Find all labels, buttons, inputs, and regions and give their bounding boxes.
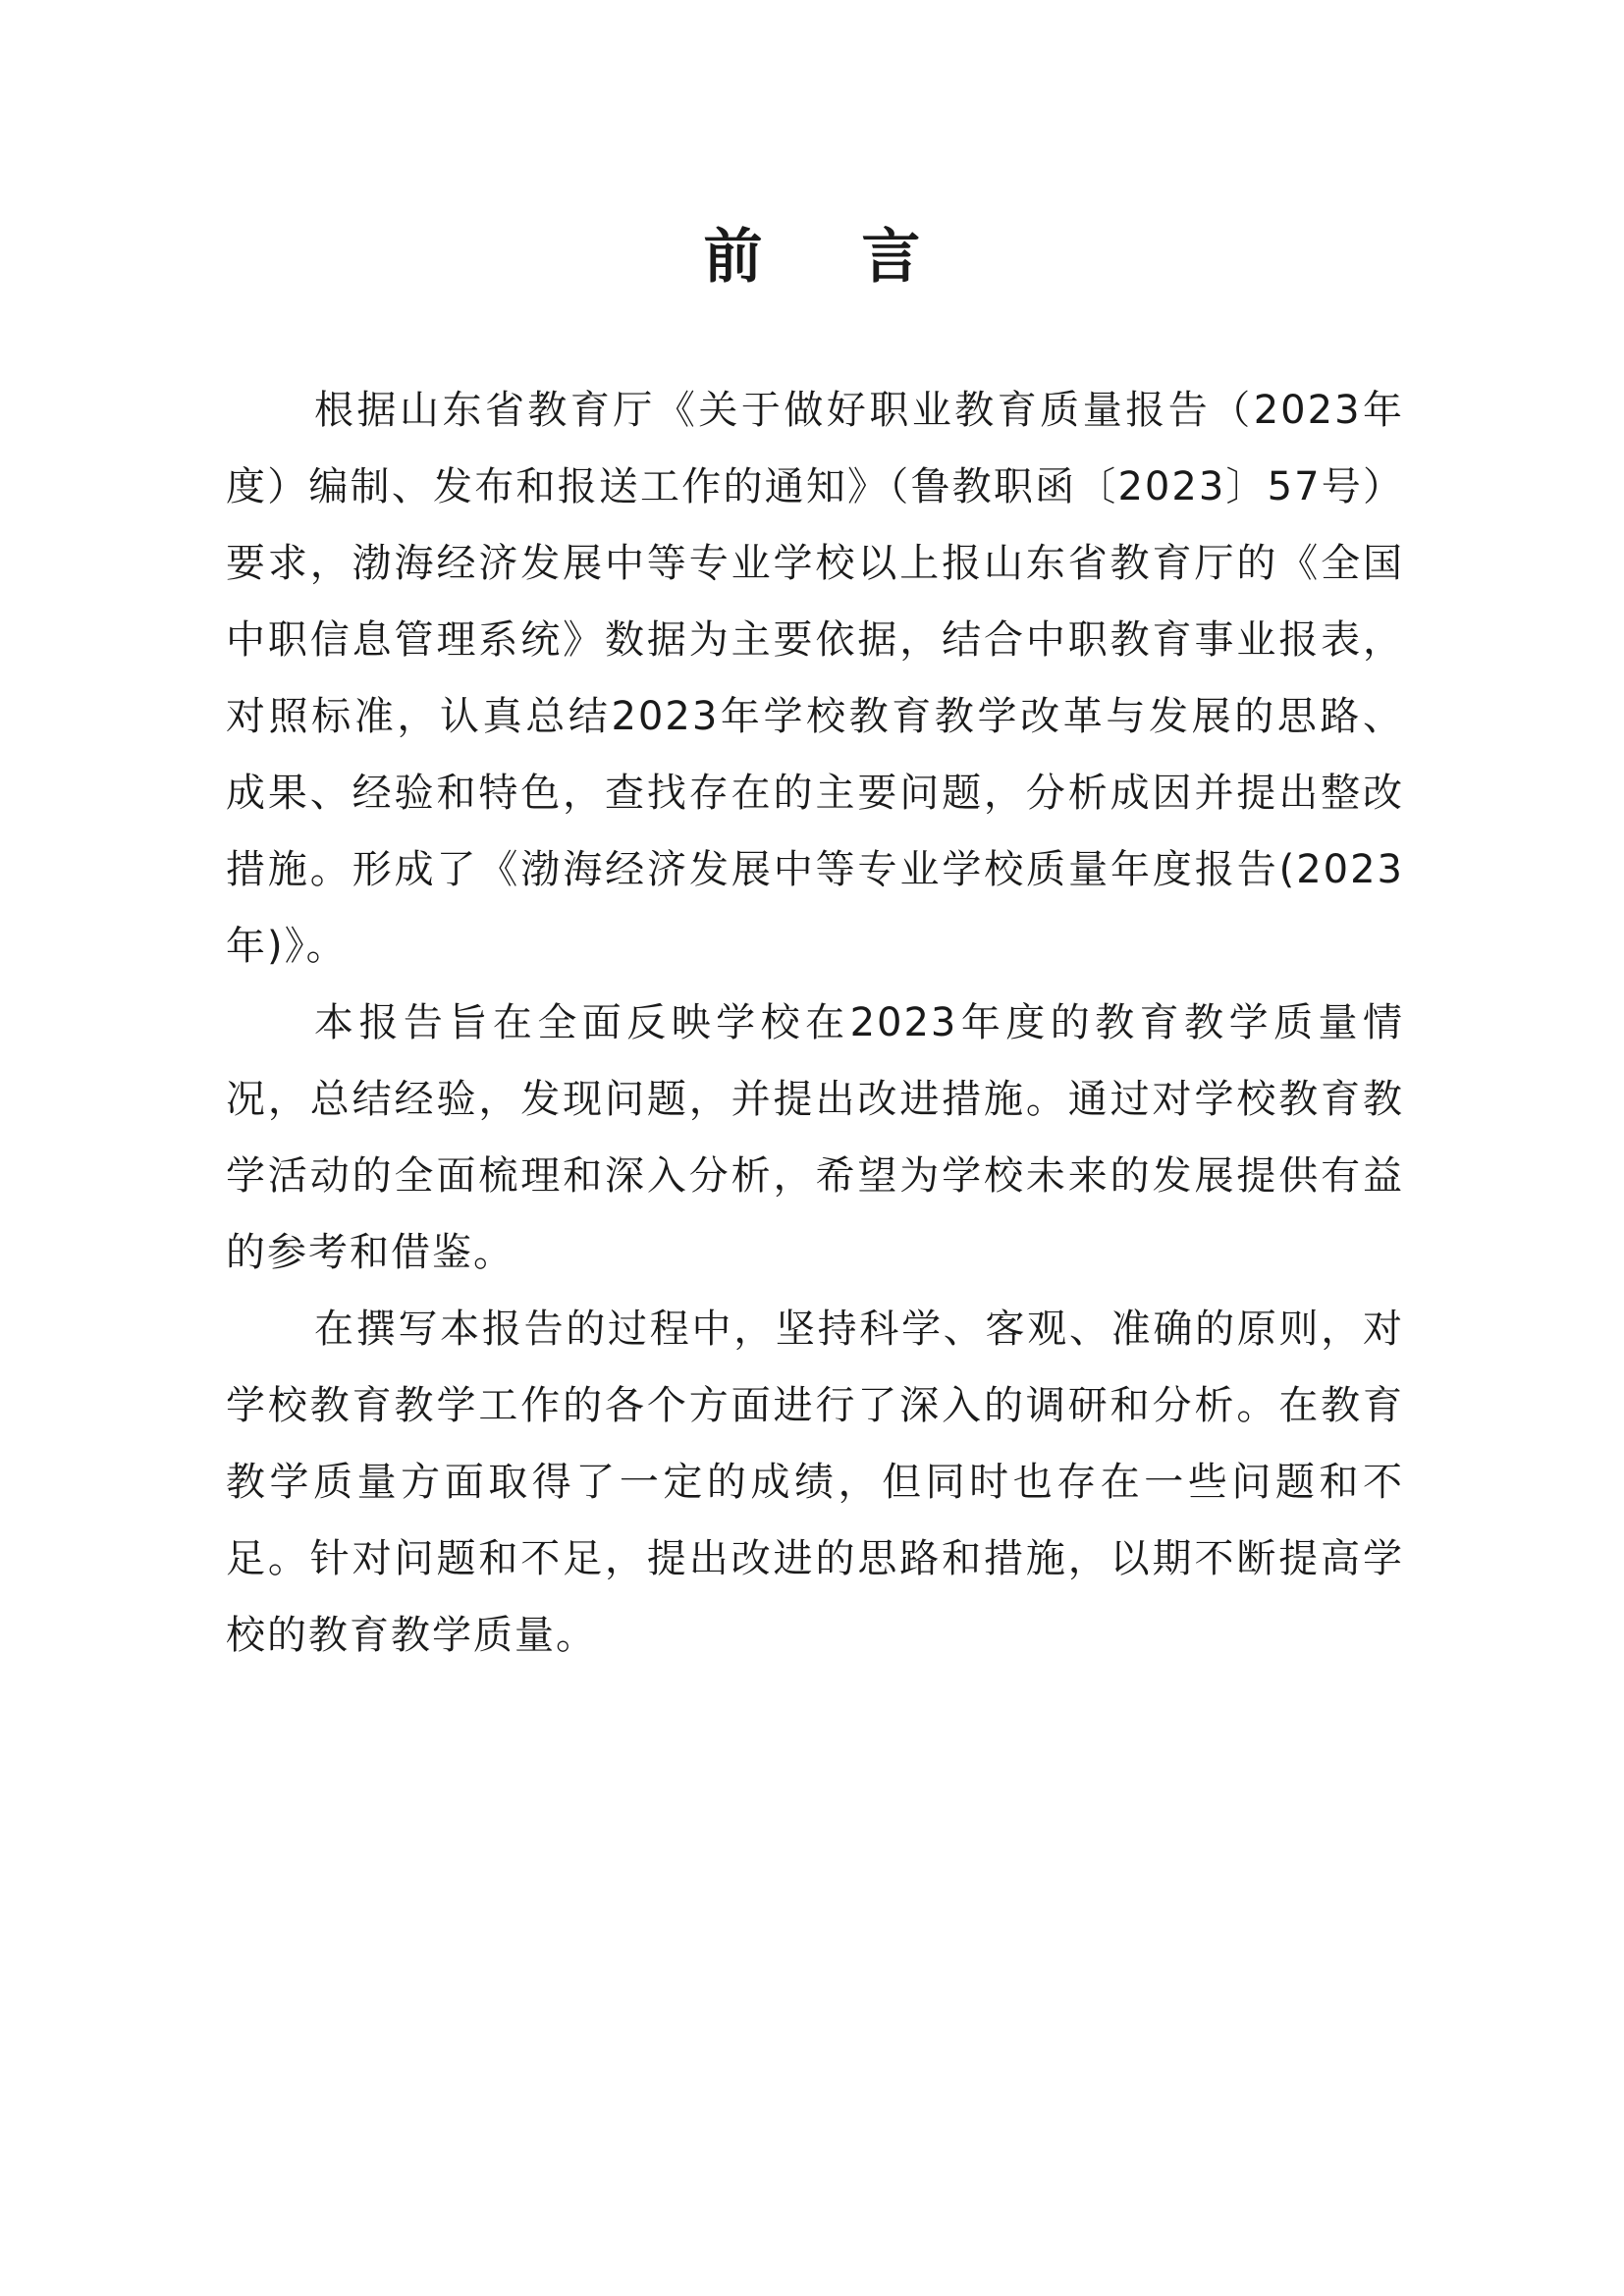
page-title: 前 言 [703, 223, 960, 292]
paragraph-purpose: 本报告旨在全面反映学校在2023年度的教育教学质量情况，总结经验，发现问题，并提出改进措施。通过对学校教育教学活动的全面梳理和深入分析，希望为学校未来的发展提供有益的参考和借鉴。 [226, 1000, 1404, 1275]
paragraph-basis: 根据山东省教育厅《关于做好职业教育质量报告（2023年度）编制、发布和报送工作的通知》（鲁教职函〔2023〕57号）要求，渤海经济发展中等专业学校以上报山东省教育厅的《全国中职信息管理系统》数据为主要依据，结合中职教育事业报表，对照标准，认真总结2023年学校教育教学改革与发展的思路、成果、经验和特色，查找存在的主要问题，分析成因并提出整改措施。形成了《渤海经济发展中等专业学校质量年度报告(2023年)》。 [226, 388, 1404, 969]
document-body [226, 372, 1404, 1674]
paragraph-principles: 在撰写本报告的过程中，坚持科学、客观、准确的原则，对学校教育教学工作的各个方面进行了深入的调研和分析。在教育教学质量方面取得了一定的成绩，但同时也存在一些问题和不足。针对问题和不足，提出改进的思路和措施，以期不断提高学校的教育教学质量。 [226, 1307, 1404, 1658]
